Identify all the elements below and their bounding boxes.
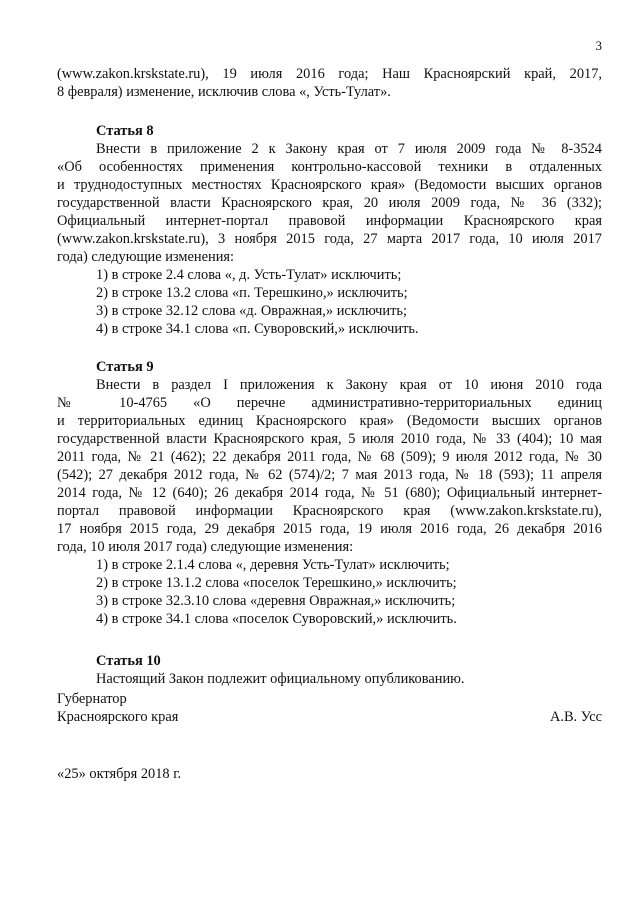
article-9-item: 2) в строке 13.1.2 слова «поселок Терешкино,» исключить; — [96, 575, 457, 591]
article-10-text: Настоящий Закон подлежит официальному опубликованию. — [96, 671, 465, 687]
article-8-line: Внести в приложение 2 к Закону края от 7 июля 2009 года № 8-3524 — [96, 141, 602, 157]
article-8-heading: Статья 8 — [96, 123, 154, 139]
document-date: «25» октября 2018 г. — [57, 766, 182, 782]
article-8-line: государственной власти Красноярского края, 20 июля 2009 года, № 36 (332); — [57, 195, 602, 211]
page-number: 3 — [595, 38, 602, 53]
signature-row — [57, 708, 602, 726]
article-9-line: 17 ноября 2015 года, 29 декабря 2015 года, 19 июля 2016 года, 26 декабря 2016 — [57, 521, 602, 537]
signatory-region: Красноярского края — [57, 709, 179, 725]
article-8-item: 1) в строке 2.4 слова «, д. Усть-Тулат» исключить; — [96, 267, 402, 283]
article-9-line: (542); 27 декабря 2012 года, № 62 (574)/2; 7 мая 2013 года, № 18 (593); 11 апреля — [57, 467, 602, 483]
article-9-line: Внести в раздел I приложения к Закону края от 10 июня 2010 года — [96, 377, 602, 393]
article-9-item: 1) в строке 2.1.4 слова «, деревня Усть-Тулат» исключить; — [96, 557, 450, 573]
article-8-item: 3) в строке 32.12 слова «д. Овражная,» исключить; — [96, 303, 407, 319]
article-9-item: 3) в строке 32.3.10 слова «деревня Овражная,» исключить; — [96, 593, 456, 609]
article-8-line: Официальный интернет-портал правовой информации Красноярского края — [57, 213, 602, 229]
article-8-item: 2) в строке 13.2 слова «п. Терешкино,» исключить; — [96, 285, 408, 301]
article-9-line: 2011 года, № 21 (462); 22 декабря 2011 года, № 68 (509); 9 июля 2012 года, № 30 — [57, 449, 602, 465]
article-10-heading: Статья 10 — [96, 653, 161, 669]
signatory-title: Губернатор — [57, 691, 127, 707]
article-8-line: «Об особенностях применения контрольно-кассовой техники в отдаленных — [57, 159, 602, 175]
article-9-line: № 10-4765 «О перечне административно-территориальных единиц — [57, 395, 602, 411]
article-8-line: (www.zakon.krskstate.ru), 3 ноября 2015 года, 27 марта 2017 года, 10 июля 2017 — [57, 231, 602, 247]
article-9-item: 4) в строке 34.1 слова «поселок Суворовский,» исключить. — [96, 611, 457, 627]
article-8-item: 4) в строке 34.1 слова «п. Суворовский,» исключить. — [96, 321, 419, 337]
article-9-heading: Статья 9 — [96, 359, 154, 375]
signature-block — [57, 690, 602, 726]
signatory-name: А.В. Усс — [549, 709, 602, 725]
article-9-line: года, 10 июля 2017 года) следующие изменения: — [57, 539, 354, 555]
article-9-line: государственной власти Красноярского края, 5 июля 2010 года, № 33 (404); 10 мая — [57, 431, 602, 447]
article-9-line: 2014 года, № 12 (640); 26 декабря 2014 года, № 51 (680); Официальный интернет- — [57, 485, 602, 501]
article-8-line: и труднодоступных местностях Красноярского края» (Ведомости высших органов — [57, 177, 602, 193]
intro-line-2: 8 февраля) изменение, исключив слова «, Усть-Тулат». — [57, 84, 391, 100]
intro-line-1: (www.zakon.krskstate.ru), 19 июля 2016 года; Наш Красноярский край, 2017, — [57, 66, 602, 82]
article-8-line: года) следующие изменения: — [57, 249, 235, 265]
document-body — [57, 65, 602, 688]
article-9-line: и территориальных единиц Красноярского края» (Ведомости высших органов — [57, 413, 602, 429]
article-9-line: портал правовой информации Красноярского края (www.zakon.krskstate.ru), — [57, 503, 602, 519]
